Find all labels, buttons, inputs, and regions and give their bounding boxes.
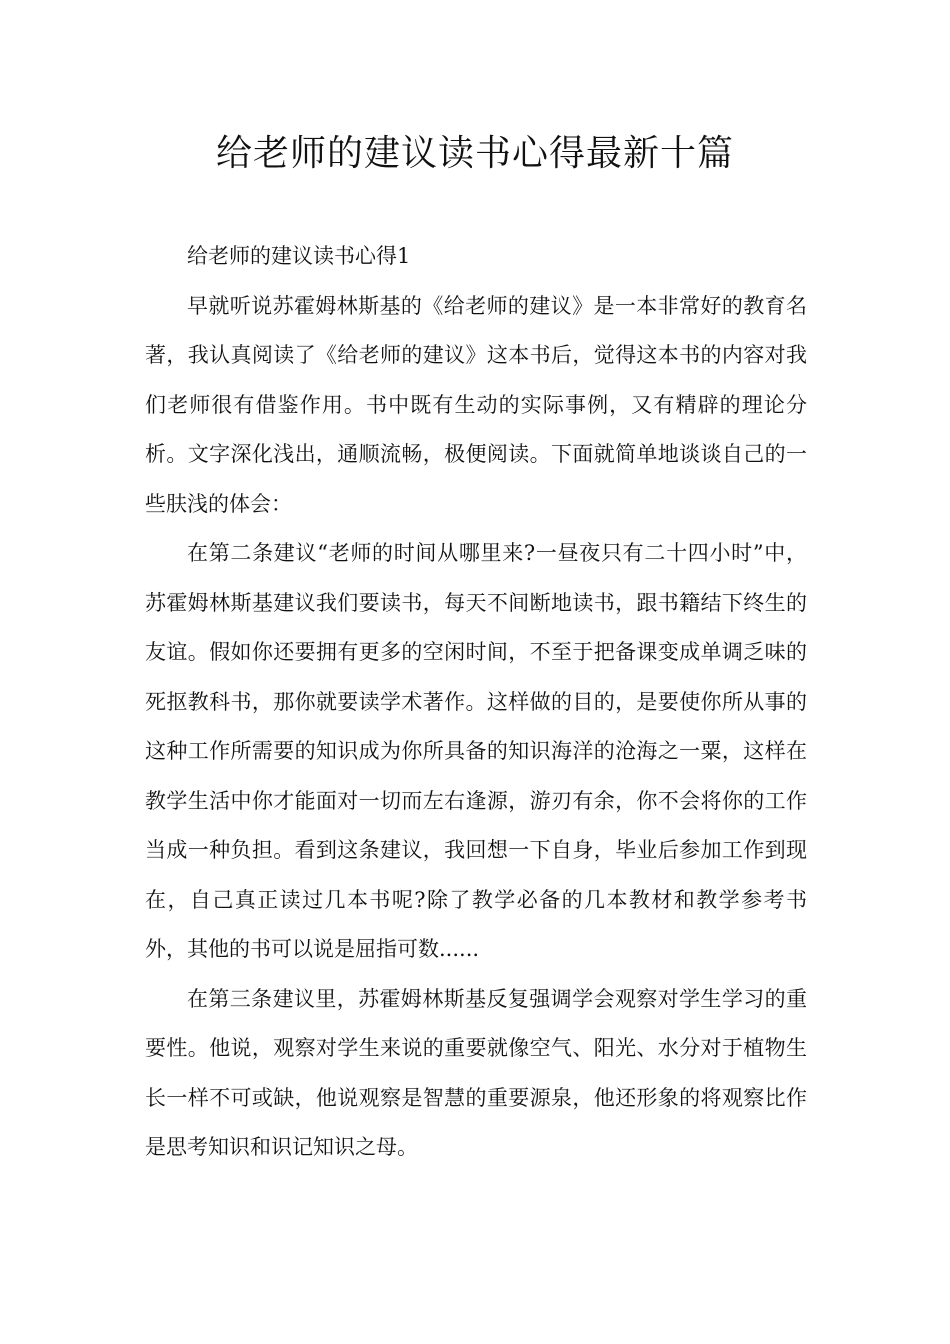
body-paragraph: 早就听说苏霍姆林斯基的《给老师的建议》是一本非常好的教育名著，我认真阅读了《给老师的建议》这本书后，觉得这本书的内容对我们老师很有借鉴作用。书中既有生动的实际事例，又有精辟的理论分析。文字深化浅出，通顺流畅，极便阅读。下面就简单地谈谈自己的一些肤浅的体会： bbox=[145, 293, 807, 516]
body-paragraph: 在第三条建议里，苏霍姆林斯基反复强调学会观察对学生学习的重要性。他说，观察对学生来说的重要就像空气、阳光、水分对于植物生长一样不可或缺，他说观察是智慧的重要源泉，他还形象的将观察比作是思考知识和识记知识之母。 bbox=[145, 986, 807, 1159]
section-heading: 给老师的建议读书心得1 bbox=[187, 244, 411, 268]
document-body bbox=[145, 232, 807, 1173]
body-paragraph: 在第二条建议“老师的时间从哪里来?一昼夜只有二十四小时”中，苏霍姆林斯基建议我们要读书，每天不间断地读书，跟书籍结下终生的友谊。假如你还要拥有更多的空闲时间，不至于把备课变成单调乏味的死抠教科书，那你就要读学术著作。这样做的目的，是要使你所从事的这种工作所需要的知识成为你所具备的知识海洋的沧海之一粟，这样在教学生活中你才能面对一切而左右逢源，游刃有余，你不会将你的工作当成一种负担。看到这条建议，我回想一下自身，毕业后参加工作到现在，自己真正读过几本书呢?除了教学必备的几本教材和教学参考书外，其他的书可以说是屈指可数...... bbox=[145, 541, 807, 961]
document-title: 给老师的建议读书心得最新十篇 bbox=[215, 133, 734, 174]
